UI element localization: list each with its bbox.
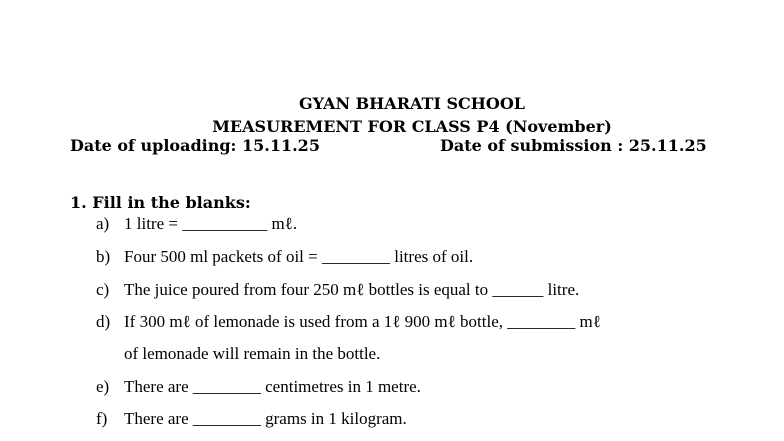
question-item-a	[96, 214, 297, 234]
question-heading: 1. Fill in the blanks:	[70, 193, 251, 212]
item-label: e)	[96, 377, 110, 396]
item-text: The juice poured from four 250 mℓ bottles is equal to ______ litre.	[124, 280, 580, 299]
question-item-e	[96, 377, 421, 397]
item-text: There are ________ centimetres in 1 metre.	[124, 377, 421, 396]
item-text: There are ________ grams in 1 kilogram.	[124, 409, 407, 428]
item-label: d)	[96, 312, 111, 331]
item-label: c)	[96, 280, 110, 299]
question-item-c	[96, 280, 579, 300]
question-item-b	[96, 247, 473, 267]
item-text: Four 500 ml packets of oil = ________ litres of oil.	[124, 247, 474, 266]
school-name: GYAN BHARATI SCHOOL	[298, 94, 526, 113]
item-text: If 300 mℓ of lemonade is used from a 1ℓ 900 mℓ bottle, ________ mℓ	[124, 312, 601, 331]
question-item-f	[96, 409, 407, 429]
question-item-d	[96, 312, 601, 332]
upload-date: Date of uploading: 15.11.25	[70, 136, 320, 155]
question-item-d-continuation: of lemonade will remain in the bottle.	[124, 344, 381, 363]
item-text: 1 litre = __________ mℓ.	[124, 214, 298, 233]
item-label: a)	[96, 214, 110, 233]
item-label: b)	[96, 247, 111, 266]
item-label: f)	[96, 409, 108, 428]
worksheet-title: MEASUREMENT FOR CLASS P4 (November)	[212, 117, 612, 136]
submission-date: Date of submission : 25.11.25	[440, 136, 707, 155]
